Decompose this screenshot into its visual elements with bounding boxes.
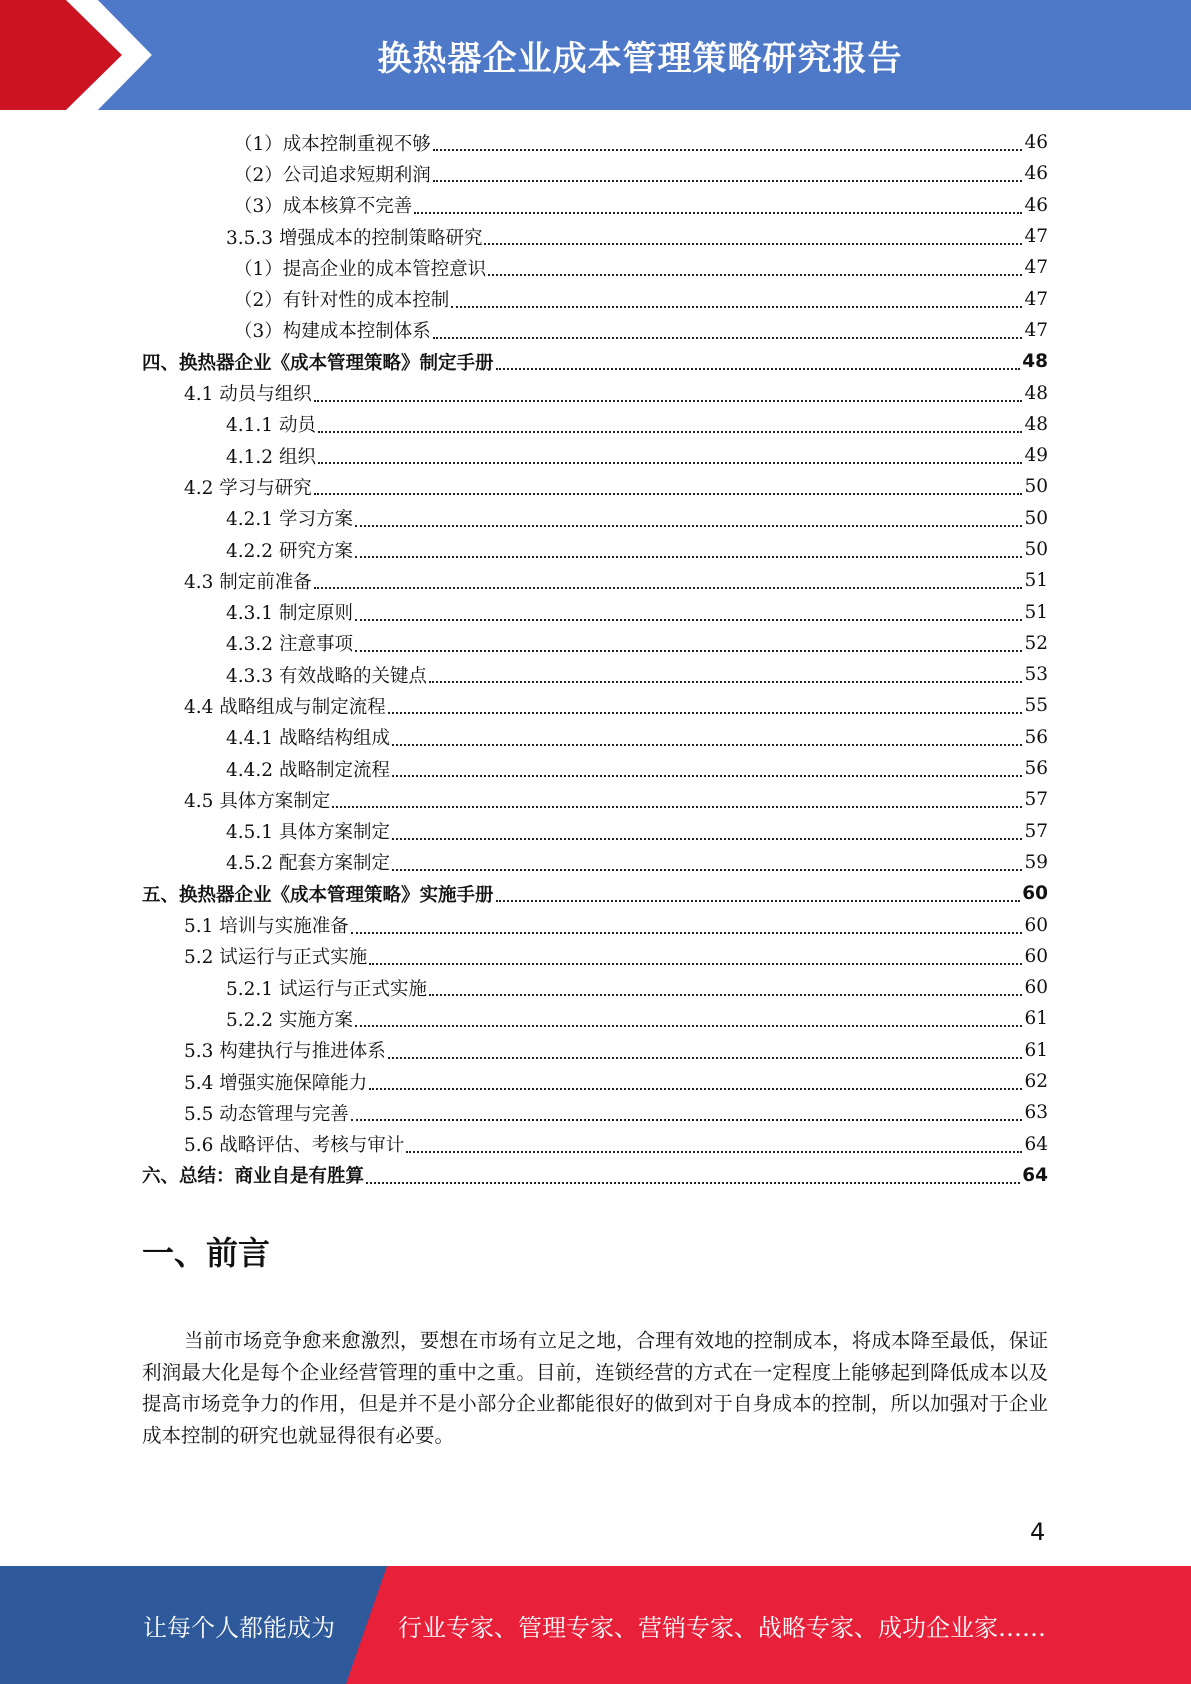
toc-dot-leader — [388, 1056, 1023, 1059]
toc-entry[interactable] — [142, 1129, 1048, 1160]
page-footer — [0, 1566, 1191, 1684]
toc-entry-page: 51 — [1024, 570, 1048, 592]
toc-entry-page: 56 — [1024, 726, 1048, 748]
toc-entry-page: 48 — [1024, 382, 1048, 404]
toc-entry-page: 46 — [1024, 132, 1048, 154]
toc-entry-label: 4.1.2 组织 — [226, 446, 316, 468]
toc-entry-label: 4.5.1 具体方案制定 — [226, 822, 390, 844]
toc-entry[interactable] — [142, 127, 1048, 158]
toc-entry[interactable] — [142, 1160, 1048, 1191]
toc-dot-leader — [351, 931, 1023, 934]
toc-entry[interactable] — [142, 1066, 1048, 1097]
toc-entry-page: 60 — [1024, 914, 1048, 936]
toc-entry-page: 49 — [1024, 445, 1048, 467]
toc-dot-leader — [355, 1024, 1023, 1027]
toc-entry-label: （2）有针对性的成本控制 — [234, 290, 450, 312]
toc-dot-leader — [355, 555, 1023, 558]
toc-entry-page: 47 — [1024, 257, 1048, 279]
toc-entry-label: 4.3.2 注意事项 — [226, 634, 353, 656]
toc-entry[interactable] — [142, 315, 1048, 346]
toc-entry-label: 4.3.3 有效战略的关键点 — [226, 665, 427, 687]
toc-entry[interactable] — [142, 221, 1048, 252]
toc-entry-page: 60 — [1022, 883, 1048, 905]
toc-entry[interactable] — [142, 972, 1048, 1003]
toc-entry-page: 50 — [1024, 476, 1048, 498]
toc-entry[interactable] — [142, 346, 1048, 377]
toc-entry-label: 5.5 动态管理与完善 — [184, 1103, 349, 1125]
toc-dot-leader — [496, 899, 1021, 902]
toc-dot-leader — [314, 586, 1023, 589]
toc-entry-label: 六、总结：商业自是有胜算 — [142, 1166, 365, 1188]
toc-entry-page: 64 — [1024, 1133, 1048, 1155]
toc-entry-page: 61 — [1024, 1039, 1048, 1061]
toc-entry[interactable] — [142, 753, 1048, 784]
toc-entry[interactable] — [142, 909, 1048, 940]
toc-entry-label: （2）公司追求短期利润 — [234, 164, 431, 186]
toc-entry-label: 4.1 动员与组织 — [184, 384, 312, 406]
toc-entry[interactable] — [142, 503, 1048, 534]
toc-entry-label: 5.1 培训与实施准备 — [184, 916, 349, 938]
toc-entry-label: 5.2.1 试运行与正式实施 — [226, 978, 427, 1000]
toc-dot-leader — [318, 430, 1023, 433]
toc-dot-leader — [314, 492, 1023, 495]
footer-slogan-right: 行业专家、管理专家、营销专家、战略专家、成功企业家…… — [398, 1613, 1046, 1642]
toc-entry-label: 4.4.1 战略结构组成 — [226, 728, 390, 750]
toc-entry-page: 57 — [1024, 789, 1048, 811]
toc-entry-label: 4.5.2 配套方案制定 — [226, 853, 390, 875]
toc-entry[interactable] — [142, 1097, 1048, 1128]
toc-dot-leader — [484, 242, 1022, 245]
toc-dot-leader — [314, 399, 1023, 402]
toc-entry-page: 47 — [1024, 288, 1048, 310]
toc-entry[interactable] — [142, 596, 1048, 627]
toc-entry-label: 5.2 试运行与正式实施 — [184, 947, 368, 969]
toc-dot-leader — [392, 868, 1022, 871]
toc-entry-label: 4.2.1 学习方案 — [226, 509, 353, 531]
toc-entry[interactable] — [142, 190, 1048, 221]
toc-entry[interactable] — [142, 409, 1048, 440]
toc-dot-leader — [433, 148, 1023, 151]
toc-entry-label: 5.3 构建执行与推进体系 — [184, 1041, 386, 1063]
toc-dot-leader — [369, 962, 1022, 965]
toc-entry-page: 59 — [1024, 851, 1048, 873]
toc-entry[interactable] — [142, 283, 1048, 314]
toc-entry-page: 47 — [1024, 319, 1048, 341]
toc-entry-label: 4.5 具体方案制定 — [184, 790, 331, 812]
toc-entry-label: 5.4 增强实施保障能力 — [184, 1072, 368, 1094]
toc-entry-label: （3）构建成本控制体系 — [234, 321, 431, 343]
toc-entry-page: 51 — [1024, 601, 1048, 623]
toc-entry-label: 4.3.1 制定原则 — [226, 603, 353, 625]
toc-entry-label: 5.6 战略评估、考核与审计 — [184, 1135, 405, 1157]
toc-entry-page: 60 — [1024, 945, 1048, 967]
header-arrow-decoration — [0, 0, 170, 110]
toc-entry-label: 4.2.2 研究方案 — [226, 540, 353, 562]
footer-slogan-left: 让每个人都能成为 — [143, 1613, 335, 1642]
toc-dot-leader — [496, 367, 1021, 370]
toc-entry-label: （1）提高企业的成本管控意识 — [234, 258, 487, 280]
page-number: 4 — [1030, 1518, 1046, 1546]
toc-entry[interactable] — [142, 722, 1048, 753]
toc-dot-leader — [429, 993, 1022, 996]
toc-dot-leader — [451, 305, 1022, 308]
toc-entry-page: 60 — [1024, 977, 1048, 999]
toc-dot-leader — [429, 680, 1022, 683]
toc-entry[interactable] — [142, 471, 1048, 502]
toc-entry[interactable] — [142, 816, 1048, 847]
toc-entry-page: 57 — [1024, 820, 1048, 842]
toc-entry[interactable] — [142, 878, 1048, 909]
page-header — [0, 0, 1191, 110]
toc-dot-leader — [369, 1087, 1022, 1090]
toc-dot-leader — [433, 336, 1023, 339]
toc-entry[interactable] — [142, 659, 1048, 690]
toc-entry-page: 52 — [1024, 632, 1048, 654]
toc-entry[interactable] — [142, 377, 1048, 408]
toc-dot-leader — [433, 179, 1023, 182]
toc-dot-leader — [414, 211, 1022, 214]
toc-entry-label: 4.2 学习与研究 — [184, 477, 312, 499]
toc-entry[interactable] — [142, 941, 1048, 972]
toc-entry-label: 5.2.2 实施方案 — [226, 1009, 353, 1031]
toc-entry-page: 53 — [1024, 664, 1048, 686]
toc-entry[interactable] — [142, 690, 1048, 721]
toc-dot-leader — [488, 273, 1022, 276]
toc-entry-page: 50 — [1024, 507, 1048, 529]
toc-entry-page: 50 — [1024, 539, 1048, 560]
toc-dot-leader — [388, 711, 1023, 714]
toc-entry-label: 四、换热器企业《成本管理策略》制定手册 — [142, 352, 494, 374]
toc-dot-leader — [392, 837, 1022, 840]
toc-dot-leader — [318, 461, 1023, 464]
toc-entry-label: 3.5.3 增强成本的控制策略研究 — [226, 227, 483, 249]
toc-entry-page: 48 — [1022, 351, 1048, 373]
toc-entry-label: （3）成本核算不完善 — [234, 196, 413, 218]
toc-entry-label: （1）成本控制重视不够 — [234, 133, 431, 155]
toc-entry-page: 48 — [1024, 413, 1048, 435]
toc-dot-leader — [355, 524, 1023, 527]
toc-dot-leader — [355, 618, 1023, 621]
toc-entry[interactable] — [142, 534, 1048, 565]
toc-entry-page: 55 — [1024, 695, 1048, 717]
report-title: 换热器企业成本管理策略研究报告 — [377, 38, 903, 79]
toc-entry[interactable] — [142, 565, 1048, 596]
toc-dot-leader — [392, 774, 1022, 777]
toc-entry-label: 4.1.1 动员 — [226, 415, 316, 437]
toc-entry-page: 46 — [1024, 194, 1048, 216]
toc-entry-label: 4.4.2 战略制定流程 — [226, 759, 390, 781]
toc-entry-page: 47 — [1024, 226, 1048, 248]
toc-entry-page: 64 — [1022, 1164, 1048, 1186]
toc-entry[interactable] — [142, 1035, 1048, 1066]
toc-entry[interactable] — [142, 158, 1048, 189]
toc-entry[interactable] — [142, 628, 1048, 659]
table-of-contents — [142, 127, 1048, 1191]
body-paragraph: 当前市场竞争愈来愈激烈，要想在市场有立足之地，合理有效地的控制成本，将成本降至最低，保证利润最大化是每个企业经营管理的重中之重。目前，连锁经营的方式在一定程度上能够起到降低成本以及提高市场竞争力的作用，但是并不是小部分企业都能很好的做到对于自身成本的控制，所以加强对于企业成本控制的研究也就显得很有必要。 — [142, 1329, 1048, 1447]
section-heading: 一、前言 — [142, 1234, 271, 1272]
toc-entry[interactable] — [142, 440, 1048, 471]
toc-entry-label: 4.3 制定前准备 — [184, 571, 312, 593]
toc-entry-label: 4.4 战略组成与制定流程 — [184, 696, 386, 718]
toc-entry-page: 56 — [1024, 758, 1048, 780]
toc-entry-page: 46 — [1024, 163, 1048, 185]
toc-entry[interactable] — [142, 784, 1048, 815]
toc-dot-leader — [351, 1118, 1023, 1121]
toc-entry[interactable] — [142, 252, 1048, 283]
toc-dot-leader — [366, 1181, 1020, 1184]
toc-dot-leader — [392, 743, 1022, 746]
toc-entry-page: 62 — [1024, 1071, 1048, 1093]
toc-entry[interactable] — [142, 847, 1048, 878]
toc-dot-leader — [355, 649, 1023, 652]
toc-entry[interactable] — [142, 1003, 1048, 1034]
toc-entry-label: 五、换热器企业《成本管理策略》实施手册 — [142, 884, 494, 906]
toc-dot-leader — [332, 805, 1022, 808]
toc-entry-page: 63 — [1024, 1102, 1048, 1124]
toc-entry-page: 61 — [1024, 1008, 1048, 1030]
toc-dot-leader — [406, 1150, 1022, 1153]
